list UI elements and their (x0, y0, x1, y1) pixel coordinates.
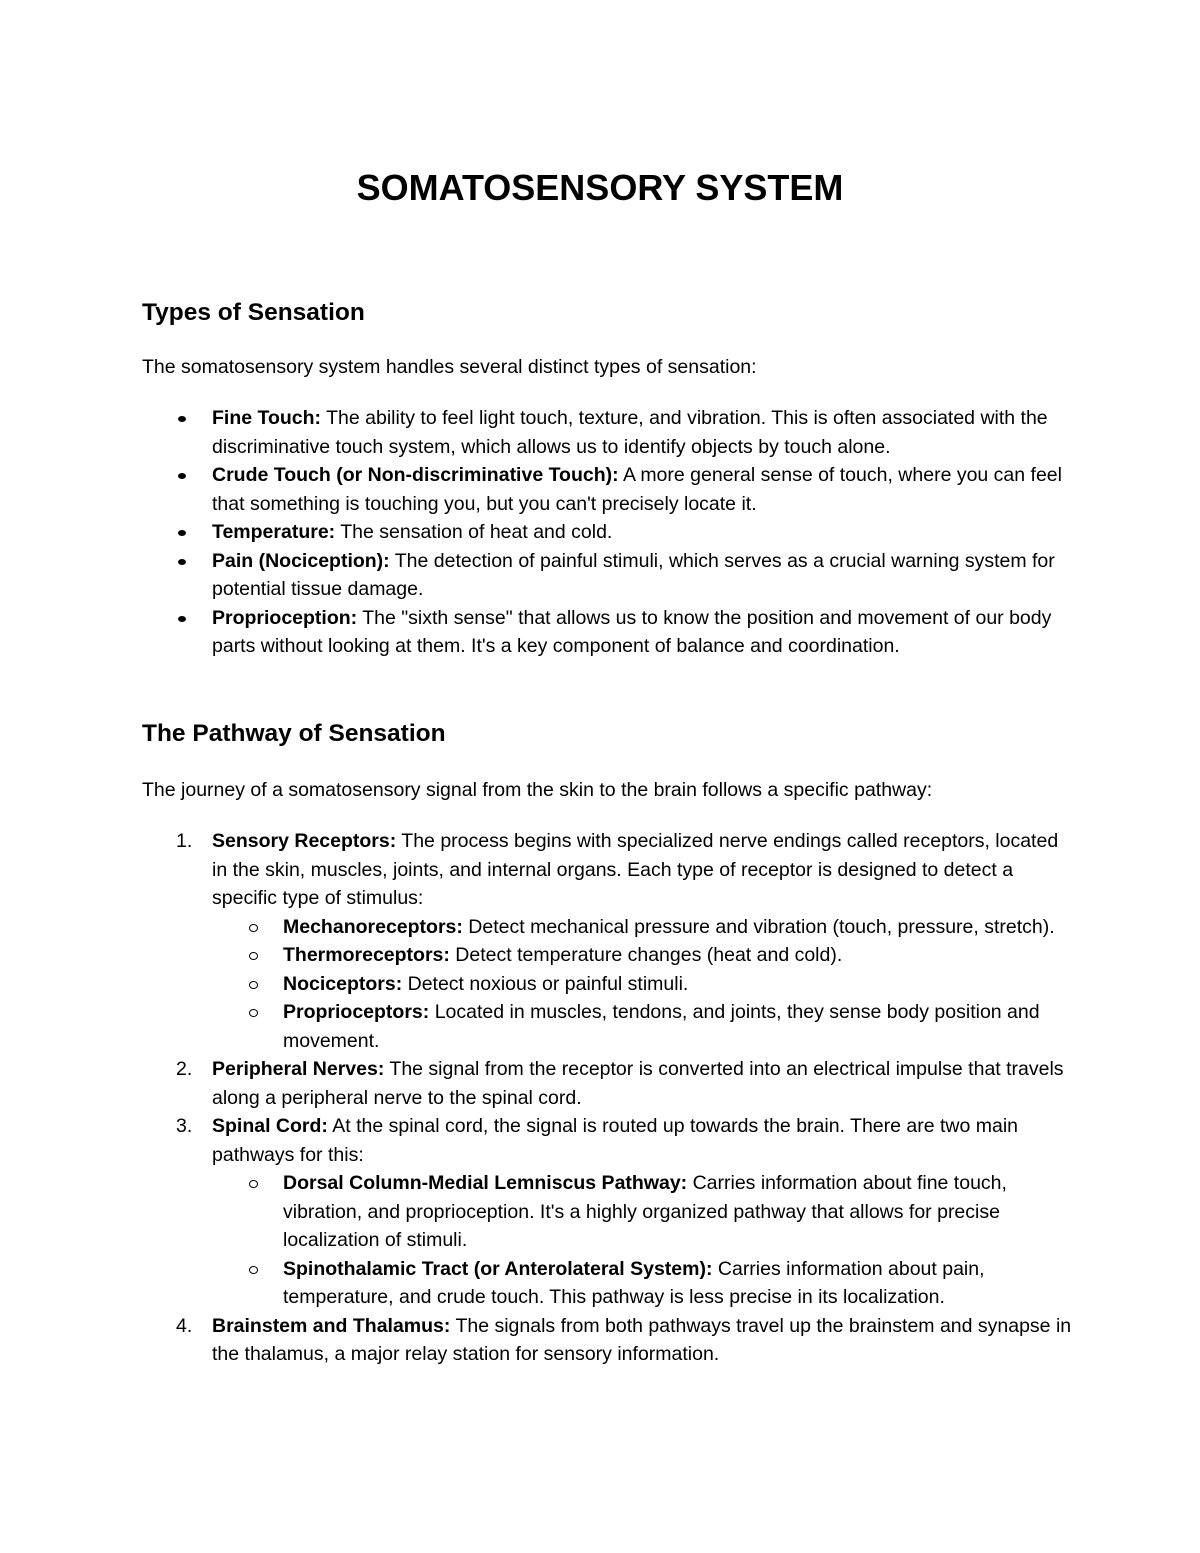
document-title: SOMATOSENSORY SYSTEM (356, 167, 844, 208)
item-text: A more general sense of touch, where you can feel that something is touching you, but you can't precisely locate it. (212, 464, 1062, 515)
list-item (0, 518, 1072, 547)
sub-list-item (0, 913, 1073, 942)
hollow-bullet-icon (249, 924, 258, 932)
item-term: Fine Touch: (212, 407, 322, 429)
sub-item-text: Located in muscles, tendons, and joints, they sense body position and movement. (283, 1001, 1040, 1052)
list-item (0, 547, 1072, 604)
item-term: Pain (Nociception): (212, 549, 390, 572)
bullet-icon (178, 416, 186, 422)
item-text: The detection of painful stimuli, which serves as a crucial warning system for potential tissue damage. (212, 549, 1055, 600)
section-intro-pathway-of-sensation: The journey of a somatosensory signal from the skin to the brain follows a specific pathway: (142, 779, 933, 801)
sub-item-text: Carries information about pain, temperature, and crude touch. This pathway is less precise in its localization. (283, 1257, 985, 1308)
hollow-bullet-icon (249, 981, 258, 989)
sub-item-text: Carries information about fine touch, vibration, and proprioception. It's a highly organized pathway that allows for precise localization of stimuli. (283, 1172, 1007, 1251)
sub-item-term: Proprioceptors: (283, 1001, 430, 1023)
sub-item-term: Nociceptors: (283, 972, 403, 995)
list-item (0, 1312, 1072, 1369)
sub-item-text: Detect temperature changes (heat and cold). (449, 944, 843, 966)
step-number: 4. (176, 1314, 193, 1337)
step-text: The process begins with specialized nerve endings called receptors, located in the skin, muscles, joints, and internal organs. Each type of receptor is designed to detect a specific type of stimulus: (212, 830, 1059, 909)
step-term: Spinal Cord: (212, 1115, 328, 1137)
sub-list-item (0, 1255, 1073, 1312)
item-term: Proprioception: (212, 606, 358, 629)
section-intro-types-of-sensation: The somatosensory system handles several distinct types of sensation: (142, 356, 757, 378)
sub-list-item (0, 970, 1073, 999)
sub-item-term: Spinothalamic Tract (or Anterolateral System): (283, 1257, 713, 1280)
step-text: The signal from the receptor is converted into an electrical impulse that travels along a peripheral nerve to the spinal cord. (212, 1058, 1064, 1109)
bullet-icon (178, 559, 186, 565)
sub-item-term: Mechanoreceptors: (283, 915, 463, 938)
step-number: 3. (176, 1115, 193, 1137)
sub-item-term: Dorsal Column-Medial Lemniscus Pathway: (283, 1172, 688, 1194)
sub-item-term: Thermoreceptors: (283, 944, 450, 966)
step-term: Brainstem and Thalamus: (212, 1314, 451, 1337)
sub-list-item (0, 941, 1073, 970)
step-number: 1. (176, 830, 193, 852)
bullet-icon (178, 616, 186, 622)
sensation-types-list (0, 404, 1200, 661)
step-text: At the spinal cord, the signal is routed up towards the brain. There are two main pathways for this: (212, 1115, 1019, 1166)
item-text: The sensation of heat and cold. (335, 521, 613, 543)
pathway-steps-list (0, 827, 1200, 1369)
hollow-bullet-icon (249, 1266, 258, 1274)
section-heading-pathway-of-sensation: The Pathway of Sensation (142, 720, 446, 747)
list-item (0, 1112, 1072, 1169)
item-text: The "sixth sense" that allows us to know the position and movement of our body parts without looking at them. It's a key component of balance and coordination. (212, 606, 1052, 657)
hollow-bullet-icon (249, 1180, 258, 1188)
list-item (0, 461, 1072, 518)
list-item (0, 604, 1072, 661)
item-text: The ability to feel light touch, texture, and vibration. This is often associated with the discriminative touch system, which allows us to identify objects by touch alone. (212, 407, 1048, 458)
item-term: Crude Touch (or Non-discriminative Touch): (212, 464, 619, 486)
section-heading-types-of-sensation: Types of Sensation (142, 299, 365, 326)
hollow-bullet-icon (249, 952, 258, 960)
sub-list-item (0, 998, 1073, 1055)
hollow-bullet-icon (249, 1009, 258, 1017)
item-term: Temperature: (212, 521, 336, 543)
step-term: Peripheral Nerves: (212, 1058, 385, 1080)
list-item (0, 827, 1072, 913)
step-term: Sensory Receptors: (212, 830, 397, 852)
bullet-icon (178, 473, 186, 479)
step-number: 2. (176, 1058, 193, 1080)
sub-item-text: Detect mechanical pressure and vibration (touch, pressure, stretch). (462, 915, 1055, 938)
list-item (0, 1055, 1072, 1112)
list-item (0, 404, 1072, 461)
bullet-icon (178, 530, 186, 536)
step-text: The signals from both pathways travel up the brainstem and synapse in the thalamus, a major relay station for sensory information. (212, 1314, 1072, 1365)
sub-list-item (0, 1169, 1073, 1255)
sub-item-text: Detect noxious or painful stimuli. (402, 972, 689, 995)
